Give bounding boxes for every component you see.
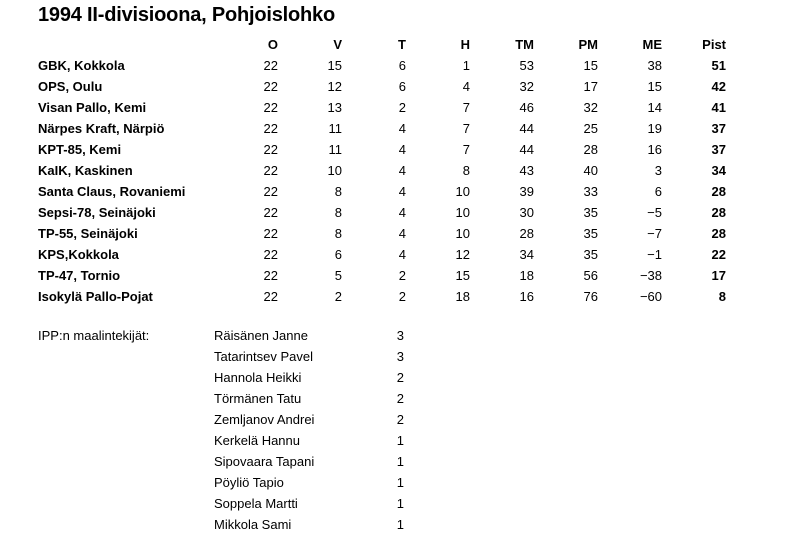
scorer-name: Mikkola Sami: [214, 517, 292, 532]
draws-value: 6: [398, 58, 406, 73]
scorer-name: Soppela Martti: [214, 496, 298, 511]
draws-value: 2: [398, 268, 406, 283]
goals-for-value: 43: [519, 163, 534, 178]
points-value: 37: [711, 121, 726, 136]
goals-for-value: 28: [519, 226, 534, 241]
team-name: Sepsi-78, Seinäjoki: [38, 205, 156, 220]
goals-against-value: 25: [583, 121, 598, 136]
goal-diff-value: 19: [647, 121, 662, 136]
points-value: 51: [711, 58, 726, 73]
scorer-name: Tatarintsev Pavel: [214, 349, 313, 364]
draws-value: 4: [398, 205, 406, 220]
goals-against-value: 56: [583, 268, 598, 283]
scorer-name: Törmänen Tatu: [214, 391, 302, 406]
wins-value: 13: [327, 100, 342, 115]
goals-for-value: 32: [519, 79, 534, 94]
draws-value: 4: [398, 142, 406, 157]
scorer-name: Hannola Heikki: [214, 370, 302, 385]
points-value: 42: [711, 79, 726, 94]
points-value: 41: [711, 100, 726, 115]
scorer-goals: 1: [396, 496, 404, 511]
losses-value: 4: [462, 79, 470, 94]
goal-diff-value: −1: [647, 247, 662, 262]
goal-diff-value: 14: [647, 100, 662, 115]
goal-diff-value: 6: [654, 184, 662, 199]
column-header-games: O: [267, 37, 278, 52]
league-table: [38, 34, 726, 307]
losses-value: 7: [462, 100, 470, 115]
points-value: 28: [711, 184, 726, 199]
goals-for-value: 44: [519, 142, 534, 157]
team-name: Santa Claus, Rovaniemi: [38, 184, 186, 199]
losses-value: 18: [455, 289, 470, 304]
draws-value: 4: [398, 163, 406, 178]
scorer-name: Räisänen Janne: [214, 328, 308, 343]
goals-against-value: 40: [583, 163, 598, 178]
draws-value: 6: [398, 79, 406, 94]
scorer-goals: 2: [396, 412, 404, 427]
losses-value: 15: [455, 268, 470, 283]
points-value: 22: [711, 247, 726, 262]
scorer-name: Pöyliö Tapio: [214, 475, 284, 490]
team-name: KaIK, Kaskinen: [38, 163, 133, 178]
goals-for-value: 53: [519, 58, 534, 73]
wins-value: 5: [334, 268, 342, 283]
scorer-goals: 3: [396, 328, 404, 343]
wins-value: 8: [334, 226, 342, 241]
draws-value: 2: [398, 289, 406, 304]
scorer-goals: 2: [396, 391, 404, 406]
losses-value: 10: [455, 184, 470, 199]
games-value: 22: [263, 121, 278, 136]
scorers-label: IPP:n maalintekijät:: [38, 328, 150, 343]
column-header-team-spacer: [38, 34, 214, 55]
goals-against-value: 76: [583, 289, 598, 304]
games-value: 22: [263, 184, 278, 199]
team-name: Isokylä Pallo-Pojat: [38, 289, 153, 304]
losses-value: 10: [455, 226, 470, 241]
points-value: 17: [711, 268, 726, 283]
losses-value: 7: [462, 121, 470, 136]
goal-diff-value: 3: [654, 163, 662, 178]
games-value: 22: [263, 226, 278, 241]
losses-value: 12: [455, 247, 470, 262]
team-name: GBK, Kokkola: [38, 58, 125, 73]
games-value: 22: [263, 268, 278, 283]
scorer-name: Kerkelä Hannu: [214, 433, 300, 448]
wins-value: 8: [334, 184, 342, 199]
goals-for-value: 44: [519, 121, 534, 136]
wins-value: 6: [334, 247, 342, 262]
goal-diff-value: 16: [647, 142, 662, 157]
column-header-goals-for: TM: [515, 37, 534, 52]
wins-value: 10: [327, 163, 342, 178]
scorer-goals: 2: [396, 370, 404, 385]
wins-value: 11: [328, 121, 342, 136]
wins-value: 12: [327, 79, 342, 94]
games-value: 22: [263, 247, 278, 262]
page-title: 1994 II-divisioona, Pohjoislohko: [38, 4, 335, 26]
wins-value: 8: [334, 205, 342, 220]
team-name: TP-55, Seinäjoki: [38, 226, 138, 241]
losses-value: 1: [462, 58, 470, 73]
scorer-goals: 1: [396, 475, 404, 490]
scorer-name: Sipovaara Tapani: [214, 454, 315, 469]
goals-against-value: 17: [583, 79, 598, 94]
scorer-goals: 1: [396, 517, 404, 532]
goals-for-value: 16: [519, 289, 534, 304]
games-value: 22: [263, 142, 278, 157]
goal-diff-value: −5: [647, 205, 662, 220]
goals-against-value: 28: [583, 142, 598, 157]
goal-diff-value: −7: [647, 226, 662, 241]
points-value: 37: [711, 142, 726, 157]
goal-diff-value: 38: [647, 58, 662, 73]
goals-against-value: 32: [583, 100, 598, 115]
points-value: 8: [718, 289, 726, 304]
column-header-goals-against: PM: [578, 37, 598, 52]
losses-value: 10: [455, 205, 470, 220]
goal-diff-value: 15: [647, 79, 662, 94]
scorer-goals: 1: [396, 433, 404, 448]
wins-value: 11: [328, 142, 342, 157]
team-name: KPT-85, Kemi: [38, 142, 122, 157]
goals-against-value: 35: [583, 226, 598, 241]
wins-value: 15: [327, 58, 342, 73]
goals-against-value: 33: [583, 184, 598, 199]
losses-value: 7: [462, 142, 470, 157]
goals-for-value: 18: [519, 268, 534, 283]
games-value: 22: [263, 205, 278, 220]
team-name: Närpes Kraft, Närpiö: [38, 121, 165, 136]
team-name: KPS,Kokkola: [38, 247, 119, 262]
scorers-list: [214, 325, 404, 535]
wins-value: 2: [334, 289, 342, 304]
draws-value: 4: [398, 184, 406, 199]
games-value: 22: [263, 289, 278, 304]
games-value: 22: [263, 58, 278, 73]
games-value: 22: [263, 100, 278, 115]
draws-value: 4: [398, 247, 406, 262]
games-value: 22: [263, 163, 278, 178]
draws-value: 2: [398, 100, 406, 115]
column-header-losses: H: [460, 37, 470, 52]
points-value: 28: [711, 226, 726, 241]
team-name: TP-47, Tornio: [38, 268, 121, 283]
scorer-goals: 1: [396, 454, 404, 469]
losses-value: 8: [462, 163, 470, 178]
goals-against-value: 35: [583, 205, 598, 220]
column-header-draws: T: [398, 37, 406, 52]
goals-for-value: 34: [519, 247, 534, 262]
goals-against-value: 15: [583, 58, 598, 73]
draws-value: 4: [398, 226, 406, 241]
scorer-name: Zemljanov Andrei: [214, 412, 315, 427]
points-value: 34: [711, 163, 726, 178]
team-name: Visan Pallo, Kemi: [38, 100, 147, 115]
team-name: OPS, Oulu: [38, 79, 103, 94]
goals-against-value: 35: [583, 247, 598, 262]
goals-for-value: 39: [519, 184, 534, 199]
draws-value: 4: [398, 121, 406, 136]
goals-for-value: 30: [519, 205, 534, 220]
games-value: 22: [263, 79, 278, 94]
column-header-points: Pist: [702, 37, 726, 52]
scorer-goals: 3: [396, 349, 404, 364]
column-header-wins: V: [333, 37, 342, 52]
goal-diff-value: −60: [639, 289, 662, 304]
goal-diff-value: −38: [639, 268, 662, 283]
points-value: 28: [711, 205, 726, 220]
goals-for-value: 46: [519, 100, 534, 115]
column-header-goal-diff: ME: [642, 37, 662, 52]
